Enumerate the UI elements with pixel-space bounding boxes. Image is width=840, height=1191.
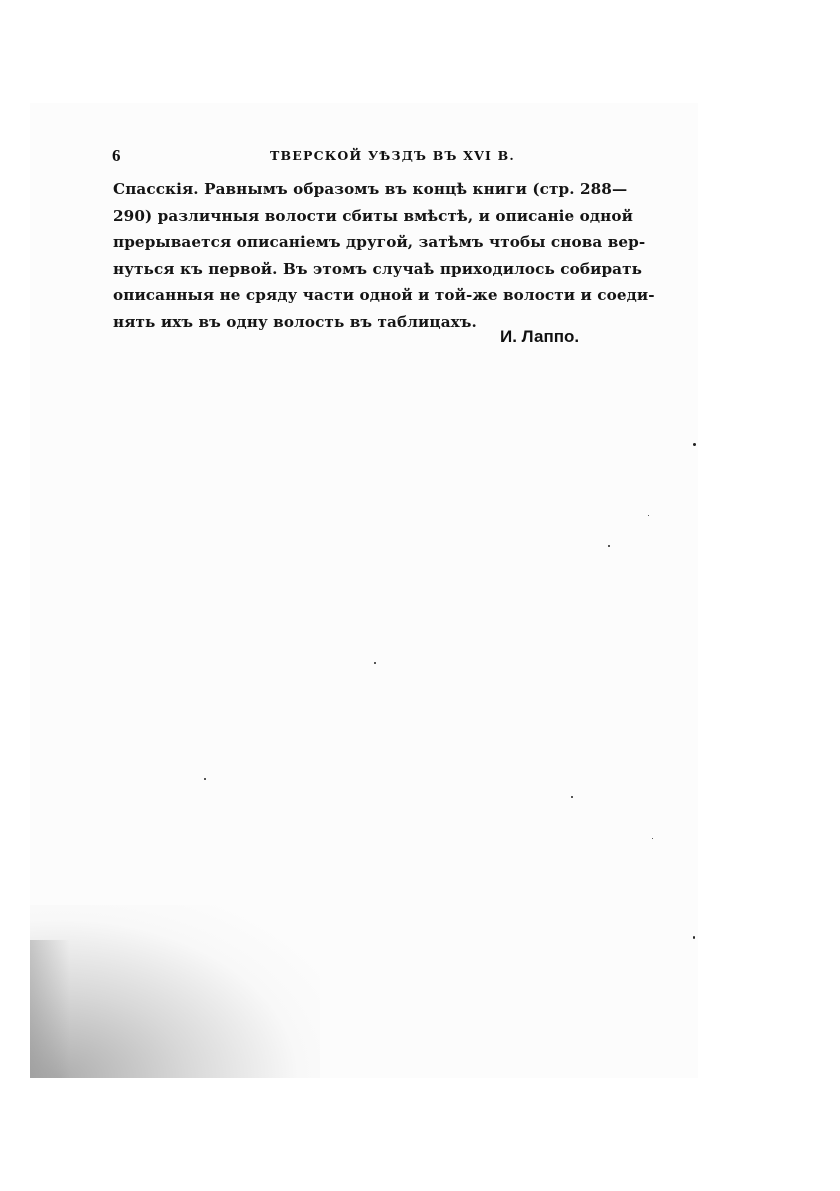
text-line: прерывается описаніемъ другой, затѣмъ чтобы снова вер- — [113, 233, 646, 251]
text-line: описанныя не сряду части одной и той-же волости и соеди- — [113, 286, 655, 304]
scan-shadow — [30, 905, 320, 1078]
scan-speck — [204, 778, 206, 780]
text-line: нуться къ первой. Въ этомъ случаѣ приходилось собирать — [113, 259, 643, 278]
body-paragraph — [113, 176, 655, 335]
scan-speck — [374, 662, 376, 664]
scan-edge-shadow — [30, 940, 70, 1078]
scan-speck — [608, 545, 610, 547]
text-line: Спасскія. Равнымъ образомъ въ концѣ книги (стр. 288— — [113, 180, 628, 198]
scan-speck — [571, 796, 573, 798]
author-signature: И. Лаппо. — [500, 327, 580, 346]
page-number: 6 — [112, 146, 121, 165]
text-line: 290) различныя волости сбиты вмѣстѣ, и описаніе одной — [113, 206, 633, 225]
scan-speck — [652, 838, 653, 839]
scan-speck — [648, 515, 649, 516]
scan-speck — [693, 443, 696, 446]
scan-speck — [693, 936, 695, 939]
text-line last-line: нять ихъ въ одну волость въ таблицахъ. — [113, 312, 477, 331]
running-head: ТВЕРСКОЙ УѢЗДЪ ВЪ XVI В. — [270, 148, 515, 163]
